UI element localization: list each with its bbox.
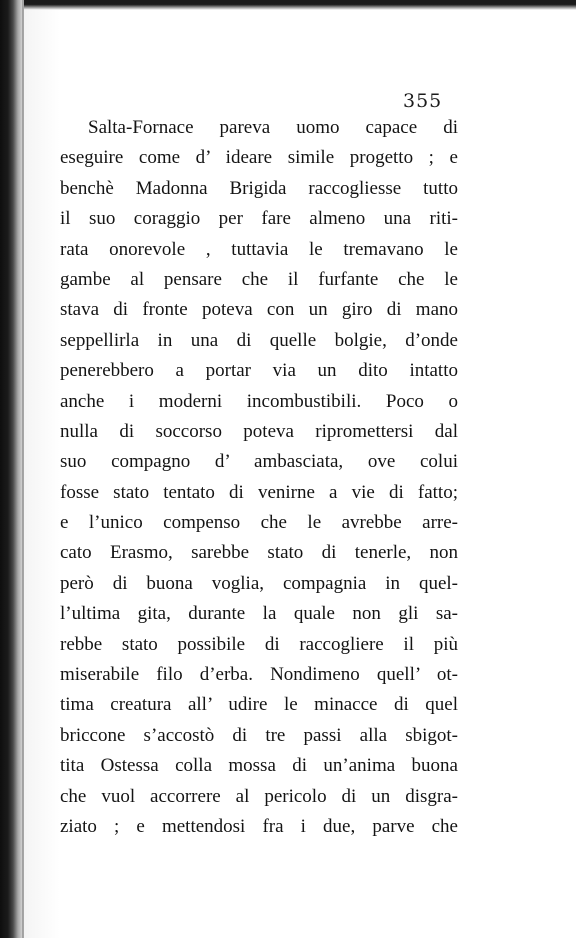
text-line: briccone s’accostò di tre passi alla sbigot- [60,724,458,746]
text-line: ziato ; e mettendosi fra i due, parve che [60,815,458,837]
text-line: nulla di soccorso poteva ripromettersi dal [60,420,458,442]
book-binding-edge [0,0,24,938]
page-top-edge [0,0,576,10]
text-line: eseguire come d’ ideare simile progetto ; e [60,147,458,169]
text-line: fosse stato tentato di venirne a vie di fatto; [60,481,458,503]
text-line: gambe al pensare che il furfante che le [60,268,458,290]
text-line: suo compagno d’ ambasciata, ove colui [60,451,458,473]
text-line: stava di fronte poteva con un giro di mano [60,299,458,321]
text-line: Salta-Fornace pareva uomo capace di [88,117,458,138]
text-line: tima creatura all’ udire le minacce di quel [60,694,458,716]
text-line: miserabile filo d’erba. Nondimeno quell’ ot- [60,664,458,686]
text-line: e l’unico compenso che le avrebbe arre- [60,512,458,534]
text-line: tita Ostessa colla mossa di un’anima buona [60,755,458,777]
text-line: l’ultima gita, durante la quale non gli sa- [60,603,458,625]
body-text [60,113,458,842]
text-line: benchè Madonna Brigida raccogliesse tutto [60,177,458,199]
page-number: 355 [403,90,443,112]
text-line: cato Erasmo, sarebbe stato di tenerle, non [60,542,458,564]
text-line: il suo coraggio per fare almeno una riti- [60,208,458,230]
text-line: penerebbero a portar via un dito intatto [60,360,458,382]
text-line: però di buona voglia, compagnia in quel- [60,572,458,594]
text-line: seppellirla in una di quelle bolgie, d’onde [60,329,458,351]
text-line: che vuol accorrere al pericolo di un disgra- [60,785,458,807]
binding-shadow-line [22,0,24,938]
text-line: anche i moderni incombustibili. Poco o [60,390,458,412]
text-line: rebbe stato possibile di raccogliere il più [60,633,458,655]
text-line: rata onorevole , tuttavia le tremavano le [60,238,458,260]
